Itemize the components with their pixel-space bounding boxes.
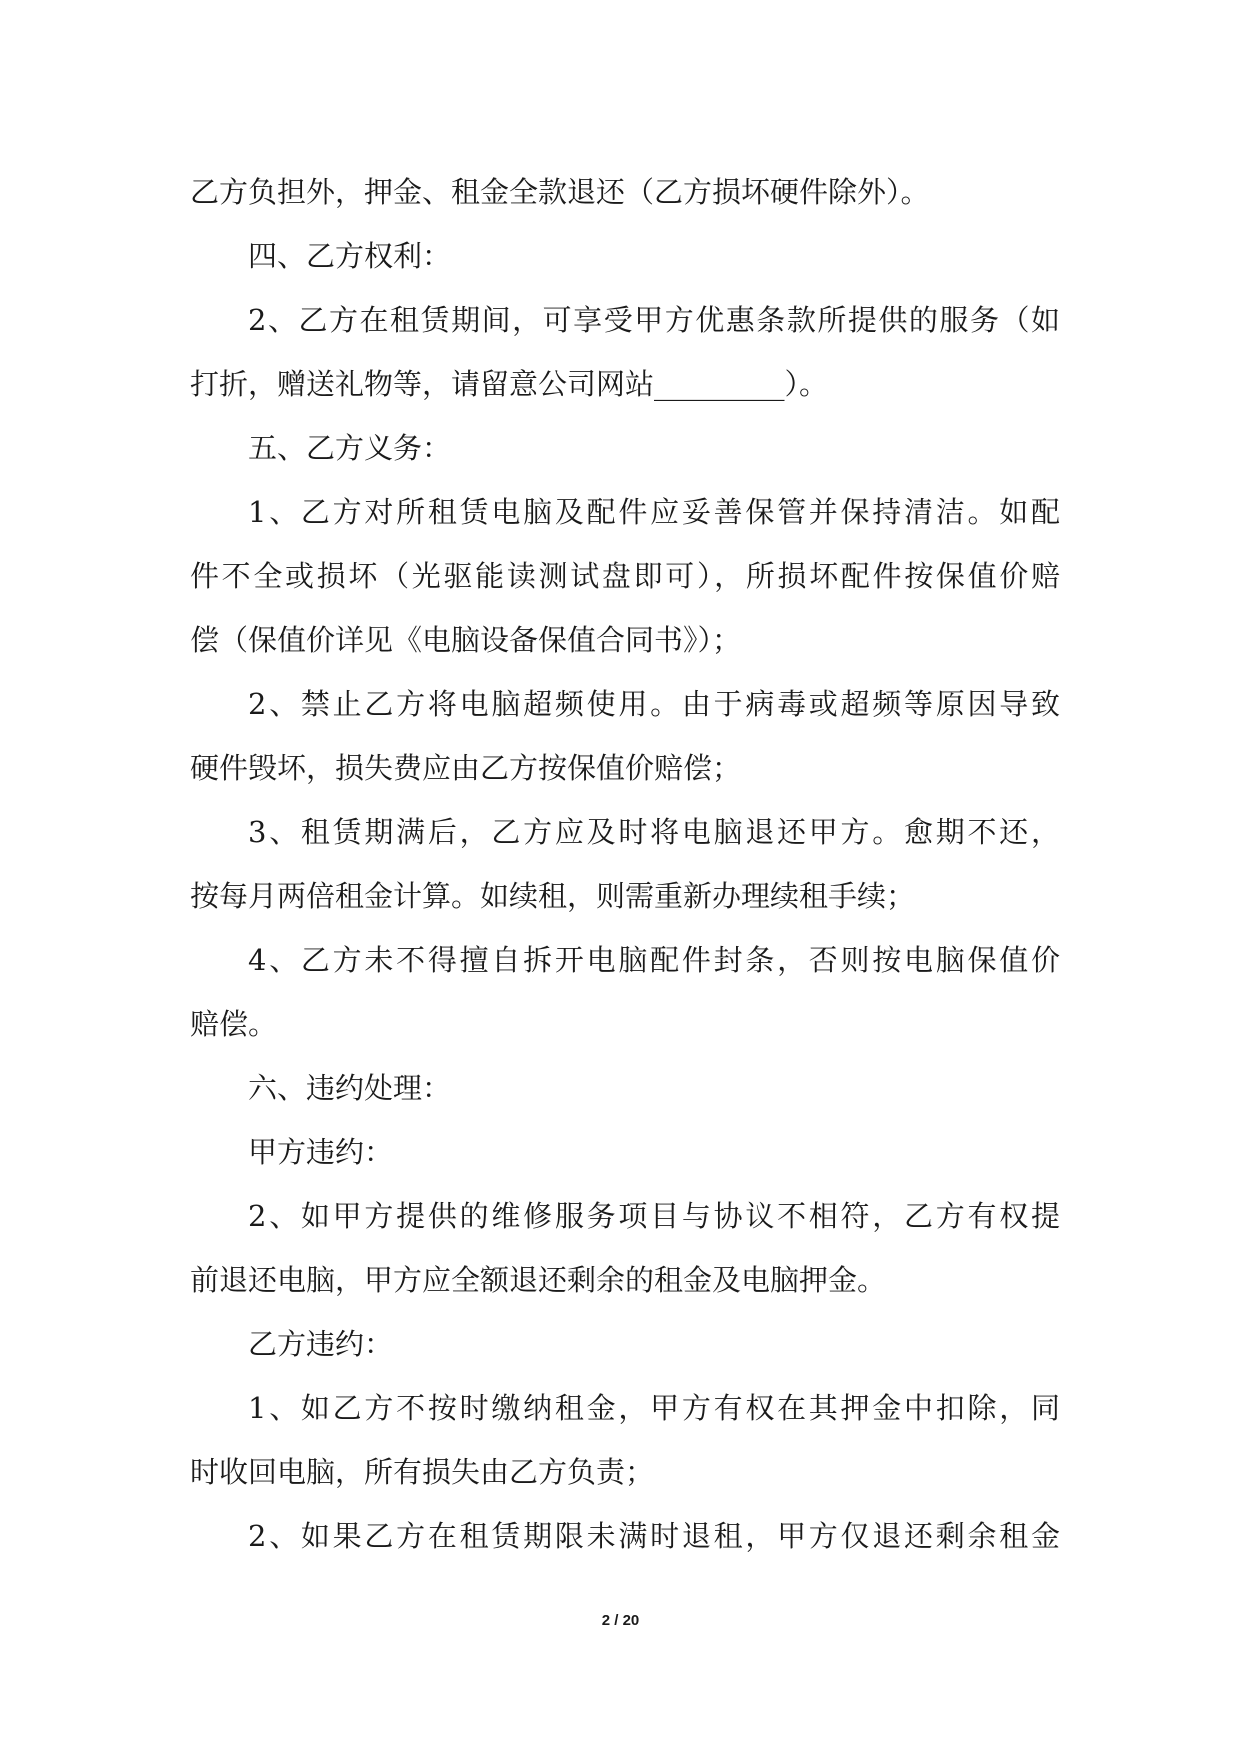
document-body [190,160,1060,1568]
text-line: 2、如甲方提供的维修服务项目与协议不相符，乙方有权提 [248,1199,1060,1233]
text-line: 赔偿。 [190,1007,278,1041]
text-line: 按每月两倍租金计算。如续租，则需重新办理续租手续； [190,879,916,913]
subsection-heading: 甲方违约： [248,1135,394,1169]
text-line: 1、如乙方不按时缴纳租金，甲方有权在其押金中扣除，同 [248,1391,1060,1425]
text-line: 前退还电脑，甲方应全额退还剩余的租金及电脑押金。 [190,1263,887,1297]
text-line: 4、乙方未不得擅自拆开电脑配件封条，否则按电脑保值价 [248,943,1060,977]
text-line: 3、租赁期满后，乙方应及时将电脑退还甲方。愈期不还， [248,815,1060,849]
text-line: 件不全或损坏（光驱能读测试盘即可），所损坏配件按保值价赔 [190,559,1060,593]
text-line: 乙方负担外，押金、租金全款退还（乙方损坏硬件除外）。 [190,175,930,209]
text-line: 1、乙方对所租赁电脑及配件应妥善保管并保持清洁。如配 [248,495,1060,529]
subsection-heading: 乙方违约： [248,1327,394,1361]
page-number: 2 / 20 [601,1612,640,1629]
text-line: 2、如果乙方在租赁期限未满时退租，甲方仅退还剩余租金 [248,1519,1060,1553]
section-heading: 五、乙方义务： [248,431,452,465]
text-line: 打折，赠送礼物等，请留意公司网站_________）。 [190,367,829,401]
text-line: 2、禁止乙方将电脑超频使用。由于病毒或超频等原因导致 [248,687,1060,721]
text-line: 偿（保值价详见《电脑设备保值合同书》）； [190,623,742,657]
section-heading: 六、违约处理： [248,1071,452,1105]
section-heading: 四、乙方权利： [248,239,452,273]
text-line: 硬件毁坏，损失费应由乙方按保值价赔偿； [190,751,742,785]
text-line: 2、乙方在租赁期间，可享受甲方优惠条款所提供的服务（如 [248,303,1060,337]
text-line: 时收回电脑，所有损失由乙方负责； [190,1455,655,1489]
